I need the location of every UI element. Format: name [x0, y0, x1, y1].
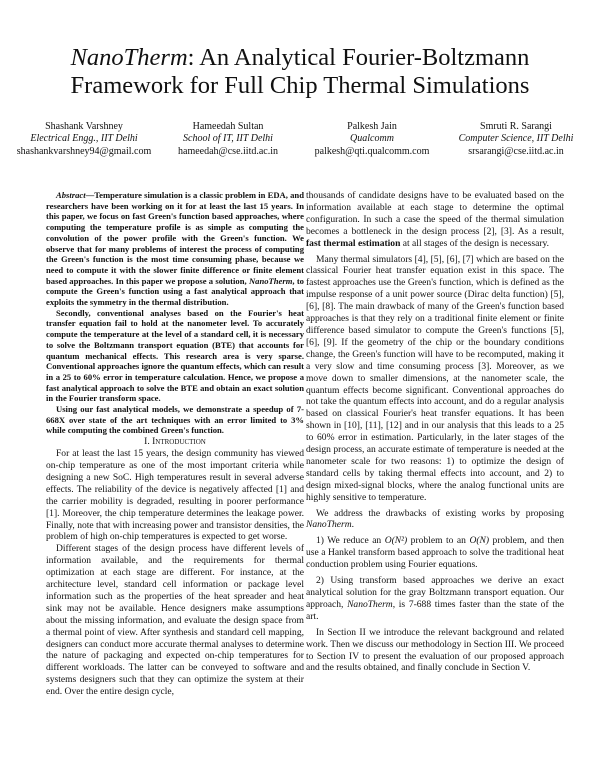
author-3	[300, 121, 444, 158]
body-text: thousands of candidate designs have to be evaluated based on the information available at each stage to determine the optimal configuration. In such a case the speed of the thermal simulation becomes a bottleneck in the design process [2], [3]. As a result,	[306, 190, 564, 237]
left-column	[46, 190, 304, 698]
body-paragraph: For at least the last 15 years, the design community has viewed on-chip temperature as one of the most important criteria while designing a new SoC. High temperatures result in several adverse effects. The reliability of the device is negatively affected [1] and the carrier mobility is degraded, resulting in poorer performance [1]. Moreover, the chip temperature determines the leakage power. Finally, note that with increasing power and transistor densities, the problem of high on-chip temperatures is expected to get worse.	[46, 448, 304, 543]
body-bold: fast thermal estimation	[306, 237, 401, 249]
author-email: palkesh@qti.qualcomm.com	[314, 145, 430, 157]
abstract-text: , to compute the Green's function using a fast analytical approach that exploits the symmetry in the thermal distribution.	[46, 275, 304, 308]
title-rest: : An Analytical Fourier-Boltzmann Framework for Full Chip Thermal Simulations	[70, 44, 530, 99]
body-emphasis: NanoTherm	[306, 519, 352, 531]
title-italic: NanoTherm	[70, 44, 188, 71]
math-expression: O(N²)	[384, 535, 408, 547]
body-paragraph: Different stages of the design process have different levels of information available, and the requirements for thermal optimization at each stage are different. For instance, at the architecture level, standard cell information or package level information such as the properties of the heat spreader and heat sink may not be available. Hence designers make assumptions about the missing information, and evaluate the design space from a thermal point of view. After synthesis and standard cell mapping, designers can conduct more accurate thermal analyses to determine the nature of packaging and expected on-chip temperatures for different workloads. The latter can be conveyed to software and systems designers such that they can optimize the system at their end. Over the entire design cycle,	[46, 543, 304, 698]
abstract-text: —Temperature simulation is a classic problem in EDA, and researchers have been working on it for at least the last 15 years. In this paper, we focus on fast Green's function based approaches, where computing the temperature profile is as simple as computing the convolution of the power profile with the Green's function. We observe that for many problems of interest the process of computing the Green's function is the most time consuming phase, because we need to compute it with the slower finite difference or finite element based approaches. In this paper we propose a solution,	[46, 190, 304, 286]
author-email: shashankvarshney94@gmail.com	[16, 145, 152, 157]
contribution-2	[306, 575, 564, 623]
author-email: hameedah@cse.iitd.ac.in	[178, 145, 278, 157]
author-4	[444, 121, 588, 158]
author-affiliation: Qualcomm	[350, 133, 394, 145]
author-name: Shashank Varshney	[45, 121, 123, 132]
author-email: srsarangi@cse.iitd.ac.in	[468, 145, 564, 157]
author-name: Hameedah Sultan	[192, 121, 264, 132]
body-paragraph	[306, 508, 564, 532]
author-affiliation: Electrical Engg., IIT Delhi	[30, 133, 138, 145]
author-block	[12, 121, 588, 158]
body-text: We address the drawbacks of existing works by proposing	[316, 507, 564, 519]
section-heading: I. Introduction	[144, 436, 206, 448]
abstract-paragraph-2: Secondly, conventional analyses based on the Fourier's heat transfer equation fail to hold at the nanometer level. To accurately compute the temperature at the level of a standard cell, it is necessary to solve the Boltzmann transport equation (BTE) that accounts for quantum mechanical effects. This research area is very sparse. Conventional approaches ignore the quantum effects, which can result in a 25 to 60% error in temperature calculation. Hence, we propose a fast analytical approach to solve the BTE and obtain an exact solution in the Fourier transform space.	[46, 307, 304, 404]
body-paragraph	[306, 190, 564, 250]
abstract-paragraph-1	[46, 190, 304, 308]
abstract-emphasis: NanoTherm	[248, 275, 293, 286]
abstract-label: Abstract	[56, 190, 86, 200]
abstract	[46, 190, 304, 436]
abstract-paragraph-3: Using our fast analytical models, we demonstrate a speedup of 7-668X over state of the art techniques with an error limited to 3% while computing the combined Green's function.	[46, 404, 304, 436]
body-text: 2) Using transform based approaches we derive an exact analytical solution for the gray Boltzmann transport equation. Our approach,	[306, 575, 564, 610]
body-text: 1) We reduce an	[316, 535, 385, 547]
author-name: Smruti R. Sarangi	[480, 121, 552, 132]
body-text: problem to an	[407, 535, 470, 547]
body-paragraph: In Section II we introduce the relevant background and related work. Then we discuss our methodology in Section III. We proceed to Section IV to present the evaluation of our proposed approach and the results obtained, and finally conclude in Section V.	[306, 626, 564, 674]
author-1	[12, 121, 156, 158]
paper-title	[40, 44, 560, 100]
author-affiliation: Computer Science, IIT Delhi	[458, 133, 574, 145]
author-2	[156, 121, 300, 158]
body-text: at all stages of the design is necessary.	[400, 237, 550, 249]
math-expression: O(N)	[469, 535, 490, 547]
body-text: .	[351, 519, 355, 531]
body-text: problem, and then use a Hankel transform based approach to solve the traditional heat conduction problem using Fourier equations.	[306, 535, 564, 571]
author-name: Palkesh Jain	[347, 121, 397, 132]
body-text: , is 7-688 times faster than the state of the art.	[306, 598, 564, 622]
contribution-1	[306, 535, 564, 571]
right-column	[306, 190, 564, 674]
body-paragraph: Many thermal simulators [4], [5], [6], [7] which are based on the classical Fourier heat transfer equation exist in this space. The fastest approaches use the Green's function, which is defined as the impulse response of a unit power source (Dirac delta function) [5], [6], [8]. The main drawback of many of the Green's function based approaches is that they rely on a traditional finite element or finite difference based simulator to compute the Green's functions [5], [6], [9]. If the geometry of the chip or the boundary conditions change, the Green's function will have to be recomputed, making it a very slow and time consuming process [3]. Moreover, as we move down to smaller dimensions, at the nanometer scale, the quantum effects become significant. Conventional approaches do not take the quantum effects into account, and do a regular analysis based on classical Fourier's heat transfer equations. It has been shown in [10], [11], [12] and in our analysis that this leads to a 25 to 60% error in estimation. Particularly, in the later stages of the design process, an accurate estimate of temperature is needed at the nanometer scale for two reasons: 1) to optimize the design of standard cells by taking thermal effects into account, and 2) to design mixed-signal blocks, where the analog functional units are highly sensitive to temperature.	[306, 253, 564, 503]
author-affiliation: School of IT, IIT Delhi	[183, 133, 273, 145]
body-emphasis: NanoTherm	[347, 598, 393, 610]
